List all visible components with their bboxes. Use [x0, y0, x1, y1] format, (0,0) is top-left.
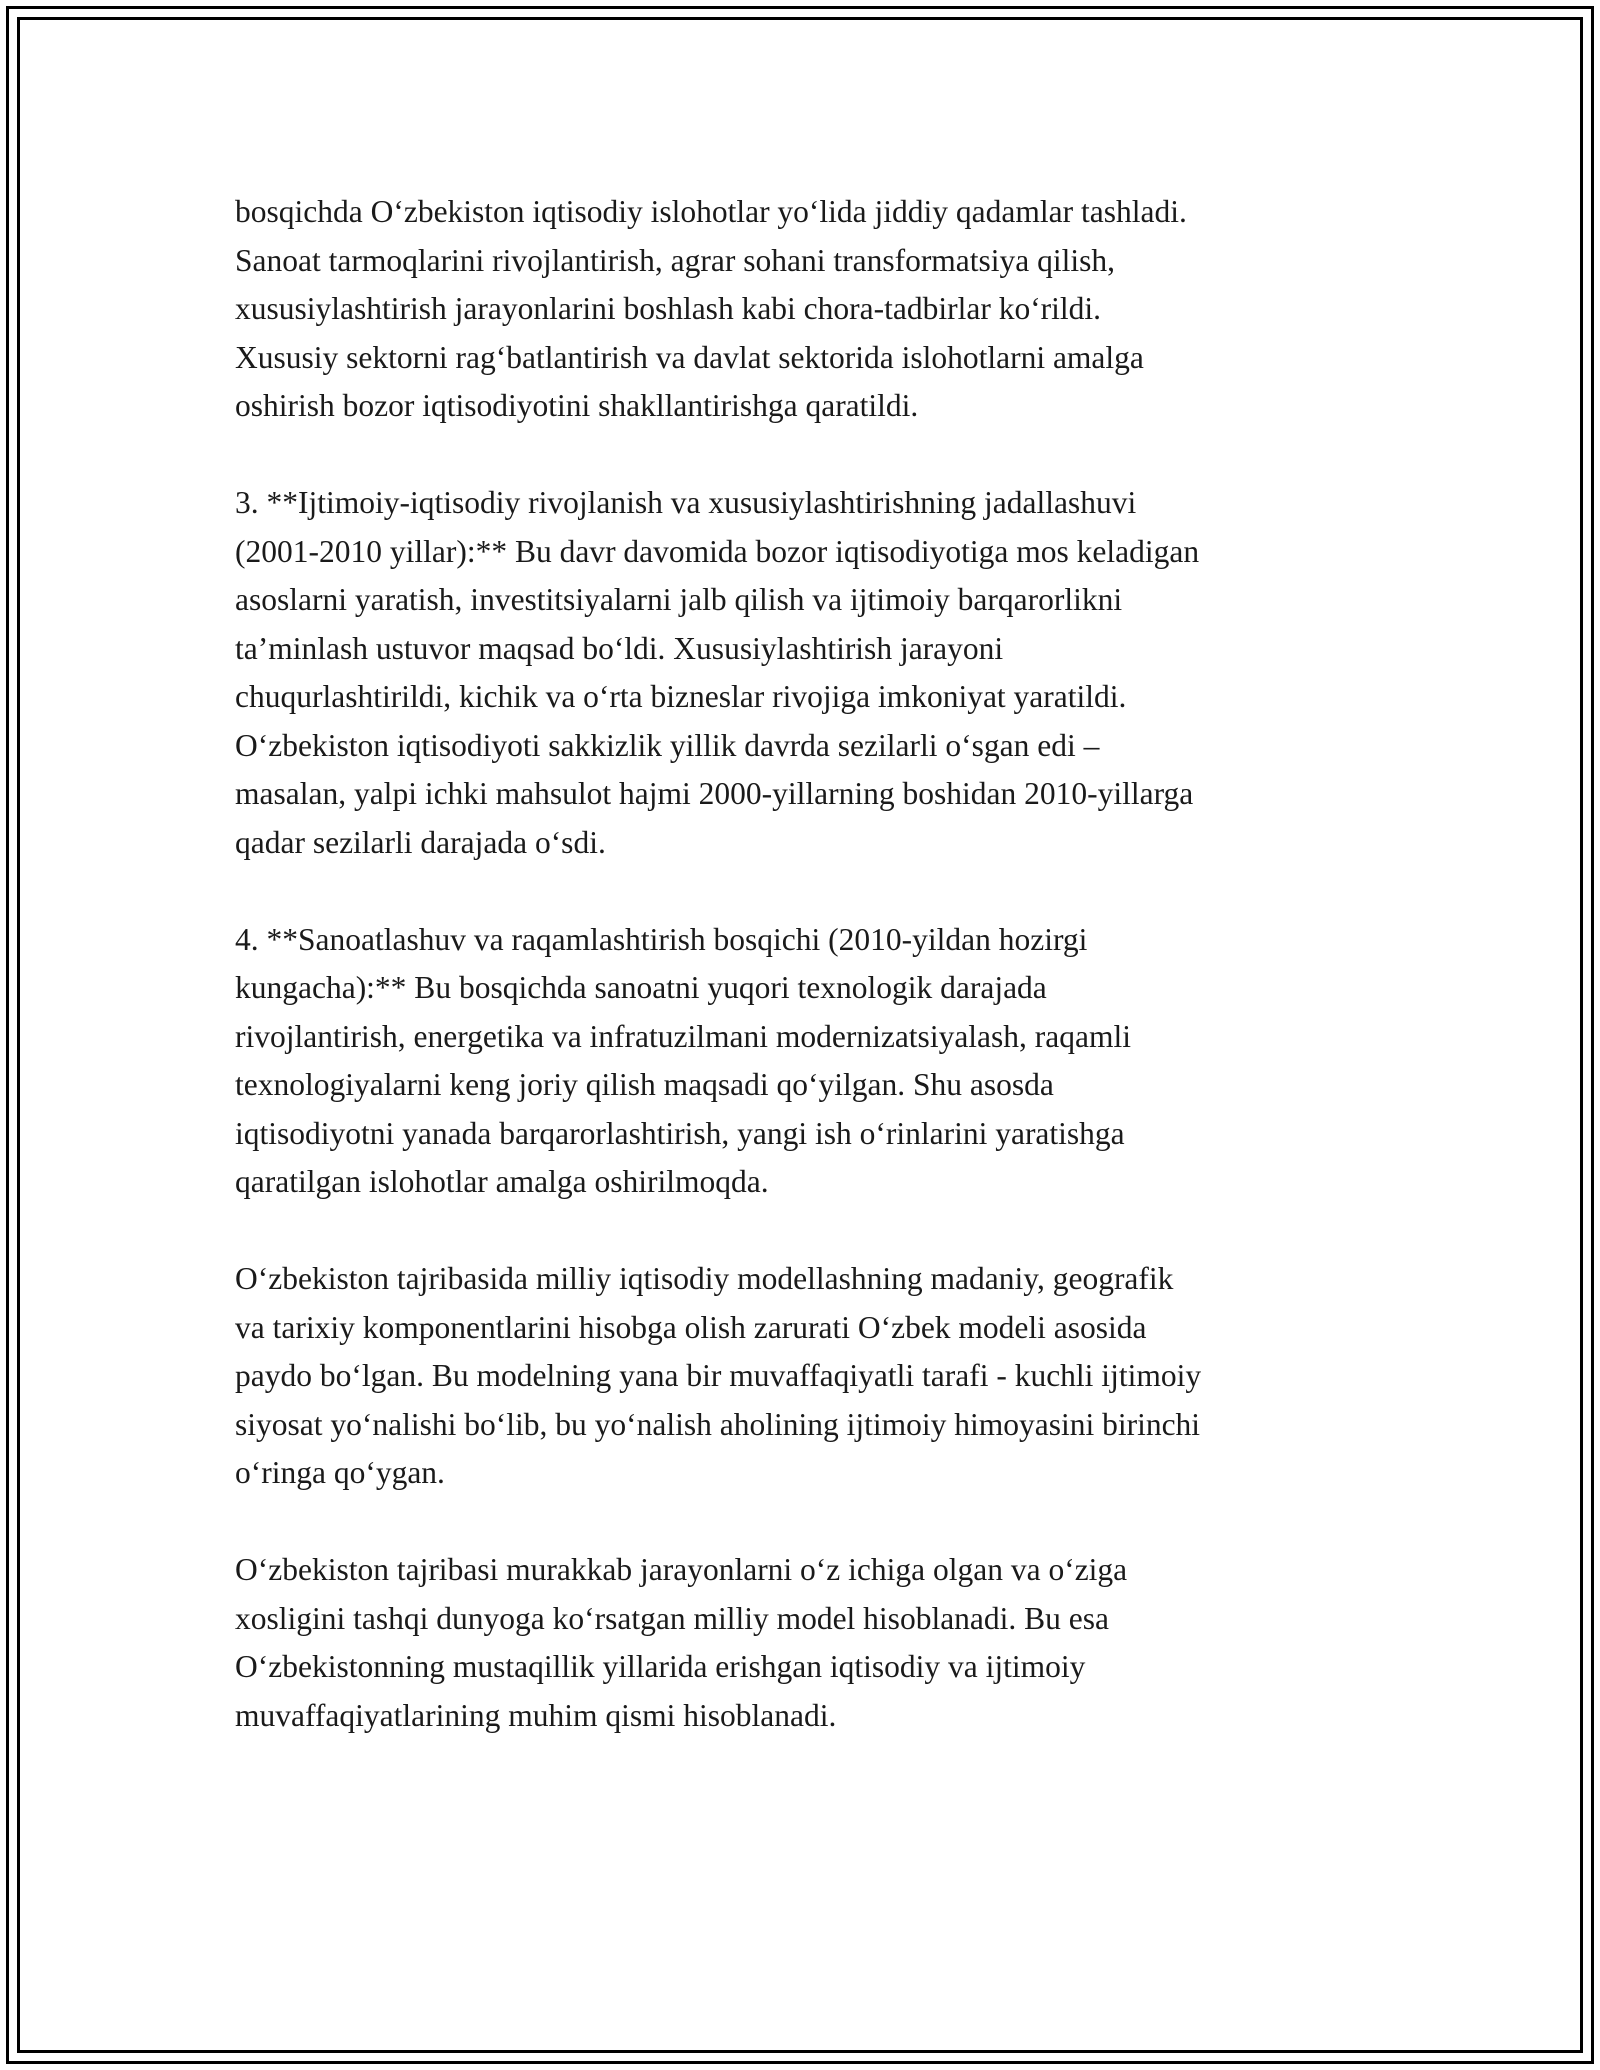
text-line: masalan, yalpi ichki mahsulot hajmi 2000-yillarning boshidan 2010-yillarga	[235, 776, 1194, 811]
text-line: o‘ringa qo‘ygan.	[235, 1455, 445, 1490]
text-line: asoslarni yaratish, investitsiyalarni jalb qilish va ijtimoiy barqarorlikni	[235, 582, 1123, 617]
text-line: (2001-2010 yillar):** Bu davr davomida bozor iqtisodiyotiga mos keladigan	[235, 533, 1200, 569]
text-line: texnologiyalarni keng joriy qilish maqsadi qo‘yilgan. Shu asosda	[235, 1067, 1054, 1102]
text-line: 4. **Sanoatlashuv va raqamlashtirish bosqichi (2010-yildan hozirgi	[235, 921, 1088, 957]
text-line: O‘zbekiston tajribasida milliy iqtisodiy modellashning madaniy, geografik	[235, 1261, 1174, 1296]
text-line: siyosat yo‘nalishi bo‘lib, bu yo‘nalish aholining ijtimoiy himoyasini birinchi	[235, 1406, 1201, 1442]
paragraph-stage-3	[235, 479, 1375, 867]
text-line: ta’minlash ustuvor maqsad bo‘ldi. Xususiylashtirish jarayoni	[235, 630, 1004, 666]
text-line: bosqichda O‘zbekiston iqtisodiy islohotlar yo‘lida jiddiy qadamlar tashladi.	[235, 194, 1187, 229]
text-line: 3. **Ijtimoiy-iqtisodiy rivojlanish va xususiylashtirishning jadallashuvi	[235, 485, 1137, 520]
text-line: qaratilgan islohotlar amalga oshirilmoqda.	[235, 1164, 769, 1199]
paragraph-stage-2-continuation	[235, 188, 1375, 431]
text-line: O‘zbekiston iqtisodiyoti sakkizlik yillik davrda sezilarli o‘sgan edi –	[235, 727, 1100, 763]
paragraph-stage-4	[235, 916, 1375, 1207]
text-line: va tarixiy komponentlarini hisobga olish zarurati O‘zbek modeli asosida	[235, 1309, 1147, 1345]
text-line: Xususiy sektorni rag‘batlantirish va davlat sektorida islohotlarni amalga	[235, 339, 1144, 375]
text-line: xosligini tashqi dunyoga ko‘rsatgan milliy model hisoblanadi. Bu esa	[235, 1600, 1110, 1636]
text-line: Sanoat tarmoqlarini rivojlantirish, agrar sohani transformatsiya qilish,	[235, 242, 1116, 278]
text-line: oshirish bozor iqtisodiyotini shakllantirishga qaratildi.	[235, 388, 919, 423]
text-line: xususiylashtirish jarayonlarini boshlash kabi chora-tadbirlar ko‘rildi.	[235, 291, 1102, 326]
text-line: qadar sezilarli darajada o‘sdi.	[235, 824, 606, 860]
text-line: iqtisodiyotni yanada barqarorlashtirish, yangi ish o‘rinlarini yaratishga	[235, 1115, 1125, 1151]
text-line: paydo bo‘lgan. Bu modelning yana bir muvaffaqiyatli tarafi - kuchli ijtimoiy	[235, 1358, 1202, 1393]
text-line: O‘zbekiston tajribasi murakkab jarayonlarni o‘z ichiga olgan va o‘ziga	[235, 1552, 1128, 1587]
text-line: muvaffaqiyatlarining muhim qismi hisoblanadi.	[235, 1697, 837, 1733]
paragraph-conclusion	[235, 1546, 1375, 1740]
text-line: O‘zbekistonning mustaqillik yillarida erishgan iqtisodiy va ijtimoiy	[235, 1649, 1086, 1684]
paragraph-national-model	[235, 1255, 1375, 1498]
text-line: kungacha):** Bu bosqichda sanoatni yuqori texnologik darajada	[235, 970, 1047, 1005]
text-line: rivojlantirish, energetika va infratuzilmani modernizatsiyalash, raqamli	[235, 1018, 1131, 1054]
text-line: chuqurlashtirildi, kichik va o‘rta bizneslar rivojiga imkoniyat yaratildi.	[235, 679, 1127, 714]
document-body	[235, 188, 1375, 1789]
